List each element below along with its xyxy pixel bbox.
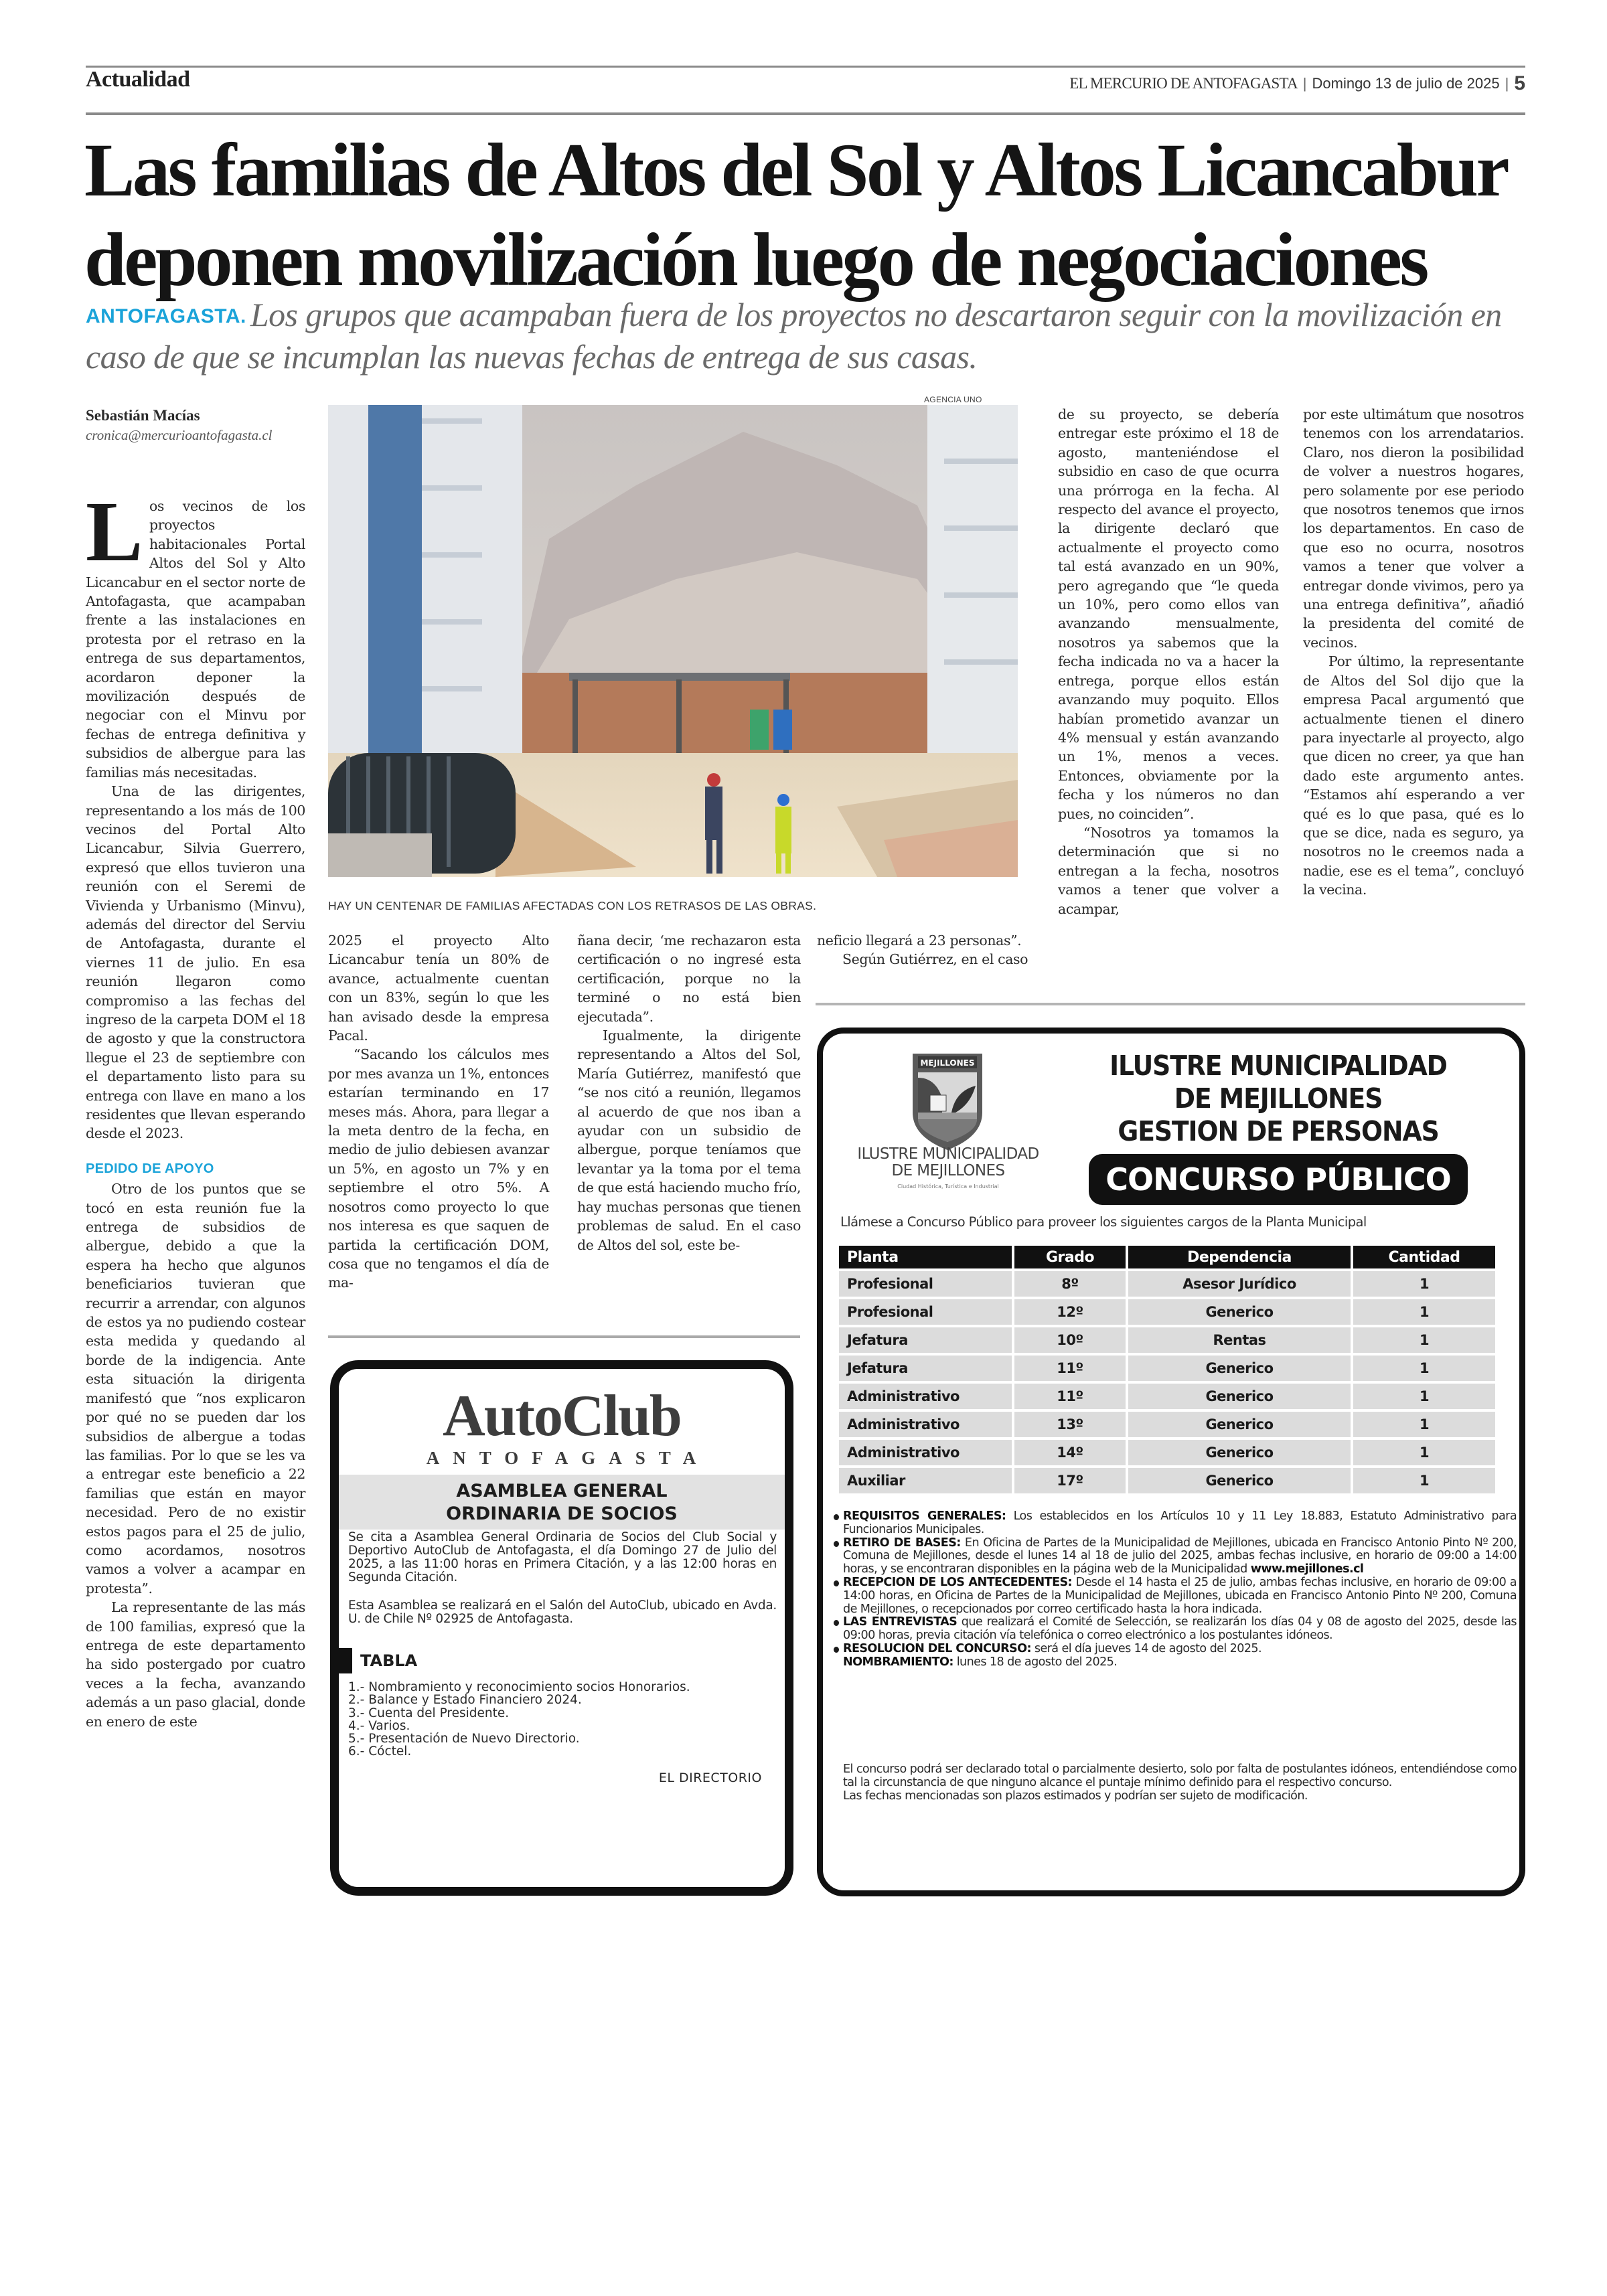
paragraph: Por último, la representante de Altos del Sol dijo que la empresa Pacal argumentó que actualmente tienen el dinero para inyectarle al proyecto, algo que dicen no creer, ya que han dado este argumento antes. “Estamos ahí esperando a ver qué es lo que pasa, qué es lo que se dice, nada es seguro, ya nosotros no le creemos nada a nadie, ese es el tema”, concluyó la vecina.	[1303, 653, 1524, 898]
divider-rule	[328, 1335, 800, 1338]
agenda-item: 6.- Cóctel.	[348, 1744, 412, 1759]
svg-text:MEJILLONES: MEJILLONES	[920, 1058, 975, 1068]
agenda-list	[348, 1681, 690, 1758]
municipality-tagline: Ciudad Histórica, Turística e Industrial	[897, 1183, 999, 1190]
paragraph: Igualmente, la dirigente representando a Altos del Sol, María Gutiérrez, manifestó que “se nos citó a reunión, llegamos al acuerdo de que nos iban a ayudar con un subsidio de albergue, porque teníamos que levantar ya la toma por el tema de que está haciendo mucho frío, hay muchas personas que tienen problemas de salud. En el caso de Altos del sol, este be-	[577, 1028, 801, 1253]
positions-table	[836, 1243, 1498, 1496]
ad-signature: EL DIRECTORIO	[658, 1771, 762, 1785]
column-header: Cantidad	[1353, 1246, 1495, 1268]
author-name: Sebastián Macías	[86, 407, 200, 424]
page-number: 5	[1514, 72, 1525, 94]
masthead	[1069, 72, 1525, 95]
table-row: Profesional 12º Generico 1	[839, 1299, 1495, 1325]
table-row: Jefatura 11º Generico 1	[839, 1356, 1495, 1381]
footer-note: El concurso podrá ser declarado total o parcialmente desierto, solo por falta de postulantes idóneos, entendiéndose como tal la circunstancia de que ninguno alcance el puntaje mínimo definido para el respectivo concurso.	[843, 1762, 1517, 1789]
article-column-2	[328, 931, 549, 1293]
headline-line-2: deponen movilización luego de negociaciones	[84, 218, 1427, 302]
paragraph: Una de las dirigentes, representando a los más de 100 vecinos del Portal Alto Licancabur, Silvia Guerrero, expresó que ellos tuvieron una reunión con el Seremi de Vivienda y Urbanismo (Minvu), además del director del Serviu de Antofagasta, durante el viernes 11 de julio. En esa reunión llegaron como compromiso a las fechas del ingreso de la carpeta DOM el 18 de agosto y que la constructora llegue el 23 de septiembre con el departamento listo para su entrega con llave en mano a los residentes que llevan esperando desde el 2023.	[86, 783, 305, 1142]
photo-credit: AGENCIA UNO	[924, 395, 982, 404]
paragraph: por este ultimátum que nosotros tenemos con los arrendatarios. Claro, nos dieron la posibilidad de volver a nuestros hogares, pero solamente por ese periodo que nosotros tenemos que irnos los departamentos. En caso de que eso no ocurra, nosotros vamos a tener que volver a entregar donde vivimos, pero ya una entrega definitiva”, añadió la presidenta del comité de vecinos.	[1303, 406, 1524, 651]
byline	[86, 407, 307, 444]
table-header-row	[839, 1246, 1495, 1268]
paragraph: Según Gutiérrez, en el caso	[842, 951, 1028, 968]
agenda-item: 1.- Nombramiento y reconocimiento socios Honorarios.	[348, 1680, 690, 1694]
autoclub-logo: AutoClub	[443, 1384, 681, 1449]
ad-title-band: ASAMBLEA GENERAL ORDINARIA DE SOCIOS	[339, 1475, 785, 1530]
column-header: Dependencia	[1128, 1246, 1351, 1268]
photo-caption: HAY UN CENTENAR DE FAMILIAS AFECTADAS CON LOS RETRASOS DE LAS OBRAS.	[328, 899, 817, 912]
column-header: Grado	[1014, 1246, 1126, 1268]
article-column-1	[86, 484, 305, 1731]
municipal-shield-icon	[909, 1051, 986, 1151]
separator: |	[1505, 75, 1509, 92]
header-bottom-rule	[86, 112, 1525, 115]
paragraph: ñana decir, ‘me rechazaron esta certificación o no ingresé esta certificación, porque no la terminé o no está bien ejecutada”.	[577, 932, 801, 1025]
requirement-item: NOMBRAMIENTO: lunes 18 de agosto del 2025.	[843, 1655, 1118, 1669]
table-row: Auxiliar 17º Generico 1	[839, 1468, 1495, 1493]
author-email[interactable]: cronica@mercurioantofagasta.cl	[86, 427, 273, 443]
agenda-item: 3.- Cuenta del Presidente.	[348, 1706, 510, 1720]
paragraph: Los vecinos de los proyectos habitacionales Portal Altos del Sol y Alto Licancabur en el sector norte de Antofagasta, que acampaban frente a las instalaciones en protesta por el retraso en la entrega de sus departamentos, acordaron deponer la movilización después de negociar con el Minvu por fechas de entrega definitiva y subsidios de albergue para las familias más necesitadas.	[86, 484, 305, 781]
requirement-item: LAS ENTREVISTAS que realizará el Comité de Selección, se realizarán los días 04 y 08 de agosto del 2025, desde las 09:00 horas, previa citación vía telefónica o correo electrónico a los postulantes idóneos.	[832, 1616, 1517, 1643]
agenda-item: 4.- Varios.	[348, 1718, 410, 1733]
section-label: Actualidad	[86, 67, 190, 92]
location-kicker: ANTOFAGASTA.	[86, 305, 246, 327]
article-deck	[86, 295, 1525, 377]
paragraph: Otro de los puntos que se tocó en esta reunión fue la entrega de subsidios de albergue, debido a que la espera ha hecho que algunos beneficiarios tuvieran que recurrir a arrendar, con algunos de estos ya no pudiendo costear esta medida y quedando al borde de la indigencia. Ante esta situación la dirigenta manifestó que “nos explicaron por qué no se pueden dar los subsidios de albergue a todas las familias. Por lo que se les va a entregar este beneficio a 22 familias que están en mayor necesidad. Pero de no existir estos pagos para el 25 de julio, como acordamos, nosotros vamos a volver a acampar en protesta”.	[86, 1181, 305, 1596]
autoclub-logo-subtitle: ANTOFAGASTA	[426, 1448, 710, 1468]
ad-paragraph: Esta Asamblea se realizará en el Salón del AutoClub, ubicado en Avda. U. de Chile Nº 02925 de Antofagasta.	[348, 1598, 777, 1626]
tabla-bar-marker	[337, 1648, 352, 1673]
issue-date: Domingo 13 de julio de 2025	[1312, 75, 1500, 92]
column-header: Planta	[839, 1246, 1012, 1268]
ad-body	[348, 1531, 777, 1626]
headline-line-1: Las familias de Altos del Sol y Altos Licancabur	[84, 129, 1508, 212]
paragraph: “Nosotros ya tomamos la determinación que si no entregan a la fecha, nosotros vamos a tener que volver a acampar,	[1058, 824, 1279, 917]
autoclub-ad	[330, 1360, 793, 1896]
ad-footer	[843, 1763, 1517, 1803]
table-row: Administrativo 14º Generico 1	[839, 1440, 1495, 1465]
tabla-heading: TABLA	[337, 1648, 417, 1673]
website-link[interactable]: www.mejillones.cl	[1250, 1562, 1364, 1576]
separator: |	[1302, 75, 1307, 92]
subheading: PEDIDO DE APOYO	[86, 1161, 214, 1176]
paragraph: de su proyecto, se debería entregar este próximo el 18 de agosto, manteniéndose el subsidio en caso de que ocurra una prórroga en la fecha. Al respecto del avance el proyecto, la dirigente declaró que actualmente el proyecto como tal está avanzado en un 90%, pero agregando que “le queda un 10%, pero como ellos van avanzando mensualmente, nosotros ya sabemos que la fecha indicada no va a hacer la entrega, porque ellos están avanzando muy poquito. Ellos habían prometido avanzar un 4% mensual y están avanzando un 1%, menos a veces. Entonces, obviamente por la fecha y los números no dan pues, no coinciden”.	[1058, 406, 1279, 822]
requirement-item: RESOLUCION DEL CONCURSO: será el día jueves 14 de agosto del 2025.	[832, 1643, 1517, 1656]
article-photo	[328, 405, 1018, 877]
deck-text: Los grupos que acampaban fuera de los proyectos no descartaron seguir con la movilización en caso de que se incumplan las nuevas fechas de entrega de sus casas.	[86, 296, 1502, 376]
paragraph: La representante de las más de 100 familias, expresó que la entrega de este departamento ha sido postergado por cuatro veces a la fecha, avanzando además a un paso glacial, donde en enero de este	[86, 1599, 305, 1730]
ad-paragraph: Se cita a Asamblea General Ordinaria de Socios del Club Social y Deportivo AutoClub de Antofagasta, el día Domingo 27 de Julio del 2025, a las 11:00 horas en Primera Citación, y a las 12:00 horas en Segunda Citación.	[348, 1530, 777, 1584]
article-column-4	[1058, 405, 1279, 918]
paragraph: neficio llegará a 23 personas”.	[817, 932, 1022, 949]
concurso-banner: CONCURSO PÚBLICO	[1089, 1154, 1468, 1205]
paragraph: “Sacando los cálculos mes por mes avanza un 1%, entonces estarían terminando en 17 meses más. Ahora, para llegar a la meta dentro de la fecha, en medio de julio debiesen avanzar un 5%, en agosto un 7% y en septiembre el otro 5%. A nosotros como proyecto lo que nos interesa es que saquen de partida la certificación DOM, cosa que no tengamos el día de ma-	[328, 1046, 549, 1291]
table-row: Administrativo 11º Generico 1	[839, 1384, 1495, 1409]
agenda-item: 2.- Balance y Estado Financiero 2024.	[348, 1693, 582, 1708]
requirement-item: REQUISITOS GENERALES: Los establecidos en los Artículos 10 y 11 Ley 18.883, Estatuto Administrativo para Funcionarios Municipales.	[832, 1510, 1517, 1537]
requirements-list	[832, 1510, 1517, 1669]
footer-note: Las fechas mencionadas son plazos estimados y podrían ser sujeto de modificación.	[843, 1789, 1308, 1803]
article-column-3b	[817, 931, 1035, 969]
ad-intro: Llámese a Concurso Público para proveer los siguientes cargos de la Planta Municipal	[840, 1214, 1367, 1230]
drop-cap: L	[86, 484, 143, 579]
article-column-3	[577, 931, 801, 1254]
table-row: Profesional 8º Asesor Jurídico 1	[839, 1271, 1495, 1297]
header-top-rule	[86, 66, 1525, 68]
municipality-logo-text: ILUSTRE MUNICIPALIDAD DE MEJILLONES	[857, 1145, 1039, 1179]
requirement-item: RECEPCION DE LOS ANTECEDENTES: Desde el 14 hasta el 25 de julio, ambas fechas inclusive, en horario de 09:00 a 14:00 horas, en Oficina de Partes de la Municipalidad de Mejillones, ubicada en Francisco Antonio Pinto Nº 200, Comuna de Mejillones, o recepcionados por correo certificado hasta la hora indicada.	[832, 1576, 1517, 1616]
agenda-item: 5.- Presentación de Nuevo Directorio.	[348, 1732, 580, 1746]
divider-rule	[816, 1003, 1525, 1005]
table-row: Administrativo 13º Generico 1	[839, 1412, 1495, 1437]
article-headline	[84, 126, 1531, 305]
table-row: Jefatura 10º Rentas 1	[839, 1327, 1495, 1353]
construction-site-photo	[328, 405, 1018, 877]
ad-title: ILUSTRE MUNICIPALIDAD DE MEJILLONES GESTION DE PERSONAS	[1109, 1050, 1447, 1147]
requirement-item: RETIRO DE BASES: En Oficina de Partes de la Municipalidad de Mejillones, ubicada en Francisco Antonio Pinto Nº 200, Comuna de Mejillones, desde el lunes 14 al 18 de julio del 2025, ambas fechas inclusive, en horario de 09:00 a 14:00 horas, y se encontraran disponibles en la página web de la Municipalidad www.mejillones.cl	[832, 1537, 1517, 1576]
newspaper-name: EL MERCURIO DE ANTOFAGASTA	[1069, 75, 1298, 92]
article-column-5	[1303, 405, 1524, 900]
mejillones-ad	[817, 1028, 1525, 1896]
paragraph: 2025 el proyecto Alto Licancabur tenía un 80% de avance, actualmente cuentan con un 83%, según lo que les han avisado desde la empresa Pacal.	[328, 932, 549, 1044]
